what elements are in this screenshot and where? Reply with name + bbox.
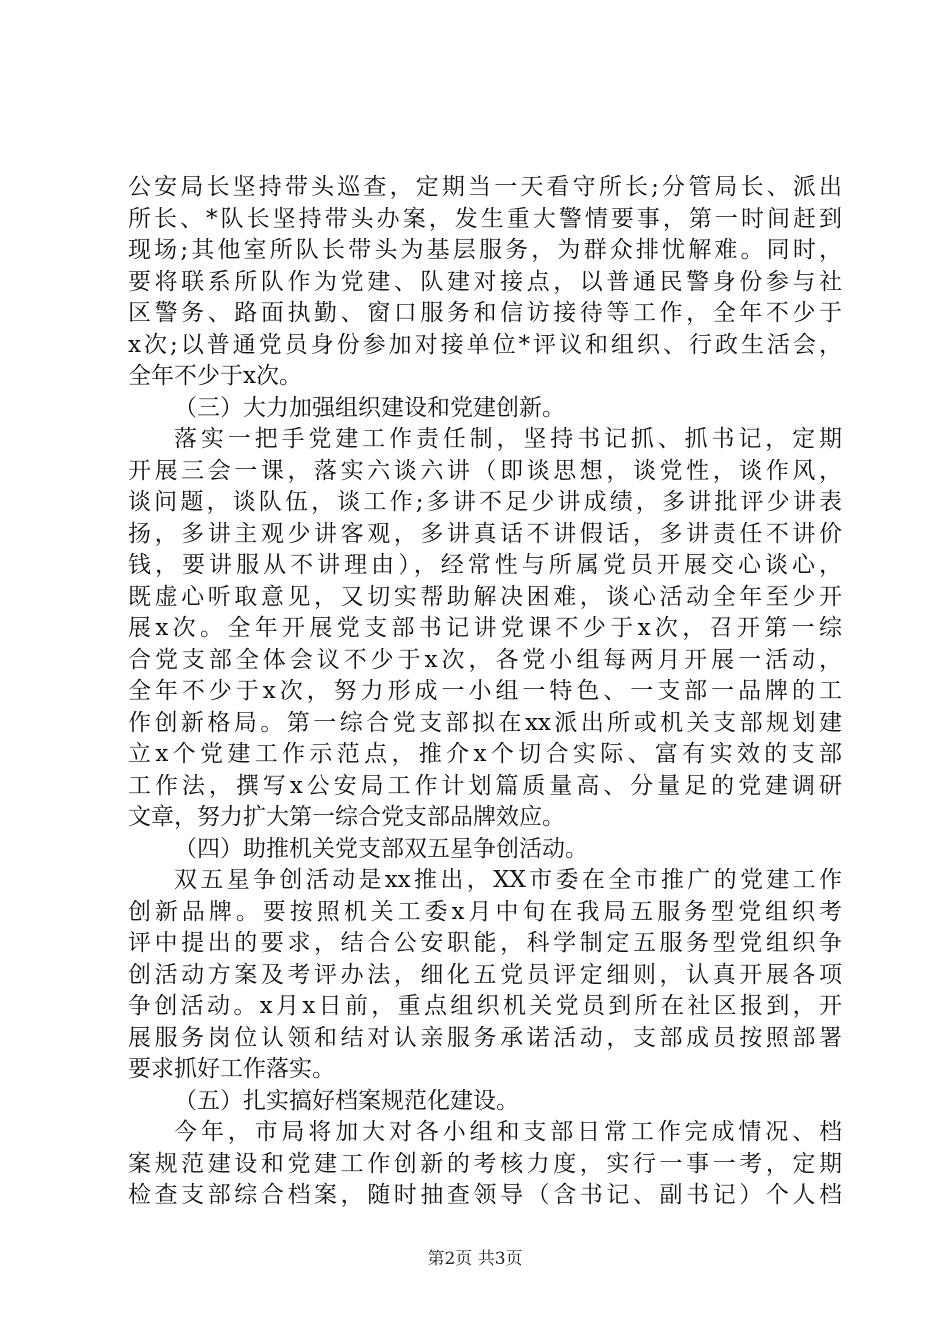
text-line: 作创新格局。第一综合党支部拟在xx派出所或机关支部规划建: [128, 709, 842, 736]
text-line: 现场;其他室所队长带头为基层服务，为群众排忧解难。同时，: [128, 237, 842, 263]
text-line: 谈问题，谈队伍，谈工作;多讲不足少讲成绩，多讲批评少讲表: [128, 489, 842, 515]
text-line: 区警务、路面执勤、窗口服务和信访接待等工作，全年不少于: [128, 300, 842, 326]
text-line: 钱，要讲服从不讲理由），经常性与所属党员开展交心谈心，: [128, 552, 842, 578]
text-line: 展x次。全年开展党支部书记讲党课不少于x次，召开第一综: [128, 615, 842, 641]
section-heading: （四）助推机关党支部双五星争创活动。: [174, 835, 588, 862]
text-line: x次;以普通党员身份参加对接单位*评议和组织、行政生活会，: [128, 331, 842, 358]
text-line: 展服务岗位认领和结对认亲服务承诺活动，支部成员按照部署: [128, 1024, 842, 1051]
text-line: 创新品牌。要按照机关工委x月中旬在我局五服务型党组织考: [128, 898, 842, 925]
text-line: 要将联系所队作为党建、队建对接点，以普通民警身份参与社: [128, 268, 842, 295]
text-line: 落实一把手党建工作责任制，坚持书记抓、抓书记，定期: [174, 426, 842, 452]
text-line: 检查支部综合档案，随时抽查领导（含书记、副书记）个人档: [128, 1182, 842, 1208]
text-line: 立x个党建工作示范点，推介x个切合实际、富有实效的支部: [128, 741, 842, 767]
text-line: 全年不少于x次。: [128, 363, 302, 389]
text-line: 扬，多讲主观少讲客观，多讲真话不讲假话，多讲责任不讲价: [128, 520, 842, 547]
text-line: 公安局长坚持带头巡查，定期当一天看守所长;分管局长、派出: [128, 174, 842, 200]
section-heading: （三）大力加强组织建设和党建创新。: [174, 394, 565, 421]
text-line: 开展三会一课，落实六谈六讲（即谈思想，谈党性，谈作风，: [128, 457, 842, 484]
text-line: 双五星争创活动是xx推出，XX市委在全市推广的党建工作: [174, 867, 842, 893]
text-line: 工作法，撰写x公安局工作计划篇质量高、分量足的党建调研: [128, 772, 842, 799]
text-line: 合党支部全体会议不少于x次，各党小组每两月开展一活动，: [128, 646, 842, 673]
text-line: 既虚心听取意见，又切实帮助解决困难，谈心活动全年至少开: [128, 583, 842, 610]
text-line: 要求抓好工作落实。: [128, 1056, 335, 1082]
text-line: 文章，努力扩大第一综合党支部品牌效应。: [128, 804, 565, 830]
text-line: 全年不少于x次，努力形成一小组一特色、一支部一品牌的工: [128, 678, 842, 704]
text-line: 今年，市局将加大对各小组和支部日常工作完成情况、档: [174, 1119, 842, 1145]
text-line: 创活动方案及考评办法，细化五党员评定细则，认真开展各项: [128, 961, 842, 988]
text-line: 案规范建设和党建工作创新的考核力度，实行一事一考，定期: [128, 1150, 842, 1177]
text-line: 评中提出的要求，结合公安职能，科学制定五服务型党组织争: [128, 930, 842, 956]
text-line: 争创活动。x月x日前，重点组织机关党员到所在社区报到，开: [128, 993, 842, 1019]
text-line: 所长、*队长坚持带头办案，发生重大警情要事，第一时间赶到: [128, 205, 842, 232]
section-heading: （五）扎实搞好档案规范化建设。: [174, 1087, 519, 1114]
page-number-footer: 第2页 共3页: [427, 1249, 523, 1269]
document-body: [128, 172, 842, 1212]
